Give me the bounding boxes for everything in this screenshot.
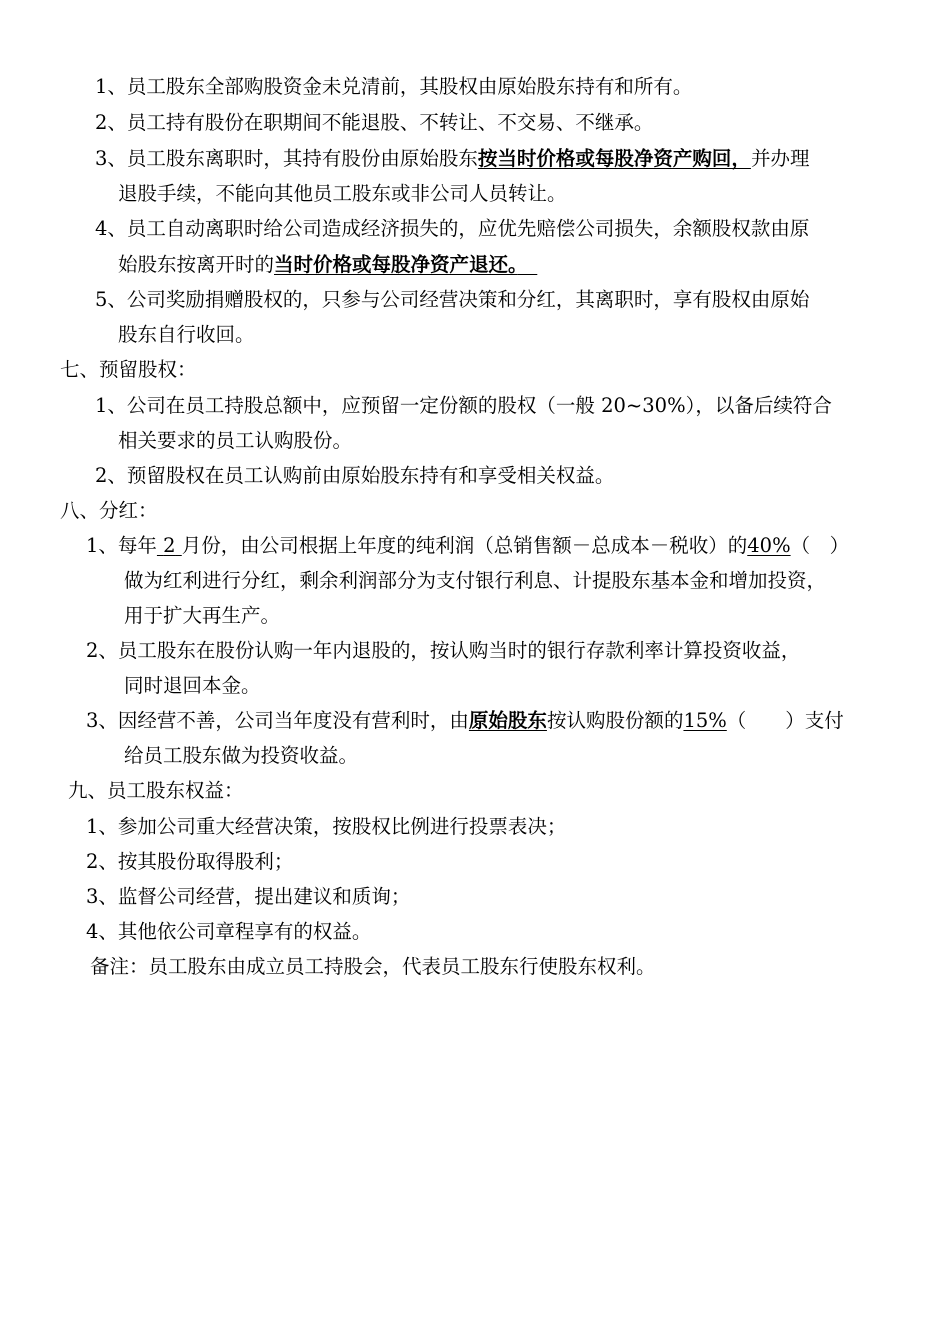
sec9-item-4: 4、其他依公司章程享有的权益。 xyxy=(86,920,372,943)
sec9-item-3: 3、监督公司经营，提出建议和质询； xyxy=(86,885,411,908)
sec6-item-4-emphasis: 当时价格或每股净资产退还。 xyxy=(274,253,518,276)
sec8-item-1-blank: （ ） xyxy=(790,534,850,557)
sec7-item-1: 1、公司在员工持股总额中，应预留一定份额的股权（一般 20~30%），以备后续符合 xyxy=(95,394,832,417)
sec8-item-3-tail: （ ）支付 xyxy=(726,709,844,732)
sec8-item-3-percent: 15% xyxy=(683,709,727,732)
sec7-item-2: 2、预留股权在员工认购前由原始股东持有和享受相关权益。 xyxy=(95,464,615,487)
sec7-title: 七、预留股权： xyxy=(60,358,197,381)
sec8-item-3-emphasis: 原始股东 xyxy=(468,709,547,732)
sec8-item-1-cont-1: 做为红利进行分红，剩余利润部分为支付银行利息、计提股东基本金和增加投资， xyxy=(124,569,827,592)
sec9-item-1: 1、参加公司重大经营决策，按股权比例进行投票表决； xyxy=(86,815,567,838)
sec6-item-3 xyxy=(95,146,809,172)
sec9-item-2: 2、按其股份取得股利； xyxy=(86,850,294,873)
sec8-item-1-text: 1、每年 xyxy=(86,534,157,557)
sec9-note: 备注：员工股东由成立员工持股会，代表员工股东行使股东权利。 xyxy=(90,955,656,978)
sec8-item-3-text: 3、因经营不善，公司当年度没有营利时，由 xyxy=(86,709,469,732)
sec8-item-1-percent: 40% xyxy=(747,534,791,557)
sec8-title: 八、分红： xyxy=(60,499,158,522)
sec8-item-3 xyxy=(86,708,844,734)
sec6-item-2: 2、员工持有股份在职期间不能退股、不转让、不交易、不继承。 xyxy=(95,111,654,134)
sec6-item-3-cont: 退股手续，不能向其他员工股东或非公司人员转让。 xyxy=(118,182,567,205)
sec8-item-1-month: 2 xyxy=(163,534,176,557)
sec8-item-1 xyxy=(86,533,849,559)
sec8-item-1-body: 月份，由公司根据上年度的纯利润（总销售额－总成本－税收）的 xyxy=(181,534,748,557)
sec6-item-1: 1、员工股东全部购股资金未兑清前，其股权由原始股东持有和所有。 xyxy=(95,75,693,98)
sec6-item-5-cont: 股东自行收回。 xyxy=(118,323,255,346)
sec6-item-4-cont xyxy=(118,252,537,278)
sec6-item-5: 5、公司奖励捐赠股权的，只参与公司经营决策和分红，其离职时，享有股权由原始 xyxy=(95,288,810,311)
sec6-item-3-text: 3、员工股东离职时，其持有股份由原始股东 xyxy=(95,147,478,170)
sec6-item-4: 4、员工自动离职时给公司造成经济损失的，应优先赔偿公司损失，余额股权款由原 xyxy=(95,217,810,240)
sec8-item-2: 2、员工股东在股份认购一年内退股的，按认购当时的银行存款利率计算投资收益， xyxy=(86,639,801,662)
sec6-item-4-text: 始股东按离开时的 xyxy=(118,253,275,276)
sec8-item-3-body: 按认购股份额的 xyxy=(546,709,684,732)
sec9-title: 九、员工股东权益： xyxy=(68,779,244,802)
sec8-item-2-cont: 同时退回本金。 xyxy=(124,674,261,697)
sec7-item-1-cont: 相关要求的员工认购股份。 xyxy=(118,429,353,452)
sec6-item-3-tail: 并办理 xyxy=(750,147,810,170)
sec6-item-3-emphasis: 按当时价格或每股净资产购回， xyxy=(477,147,751,170)
sec8-item-3-cont: 给员工股东做为投资收益。 xyxy=(124,744,359,767)
sec8-item-1-cont-2: 用于扩大再生产。 xyxy=(124,604,281,627)
